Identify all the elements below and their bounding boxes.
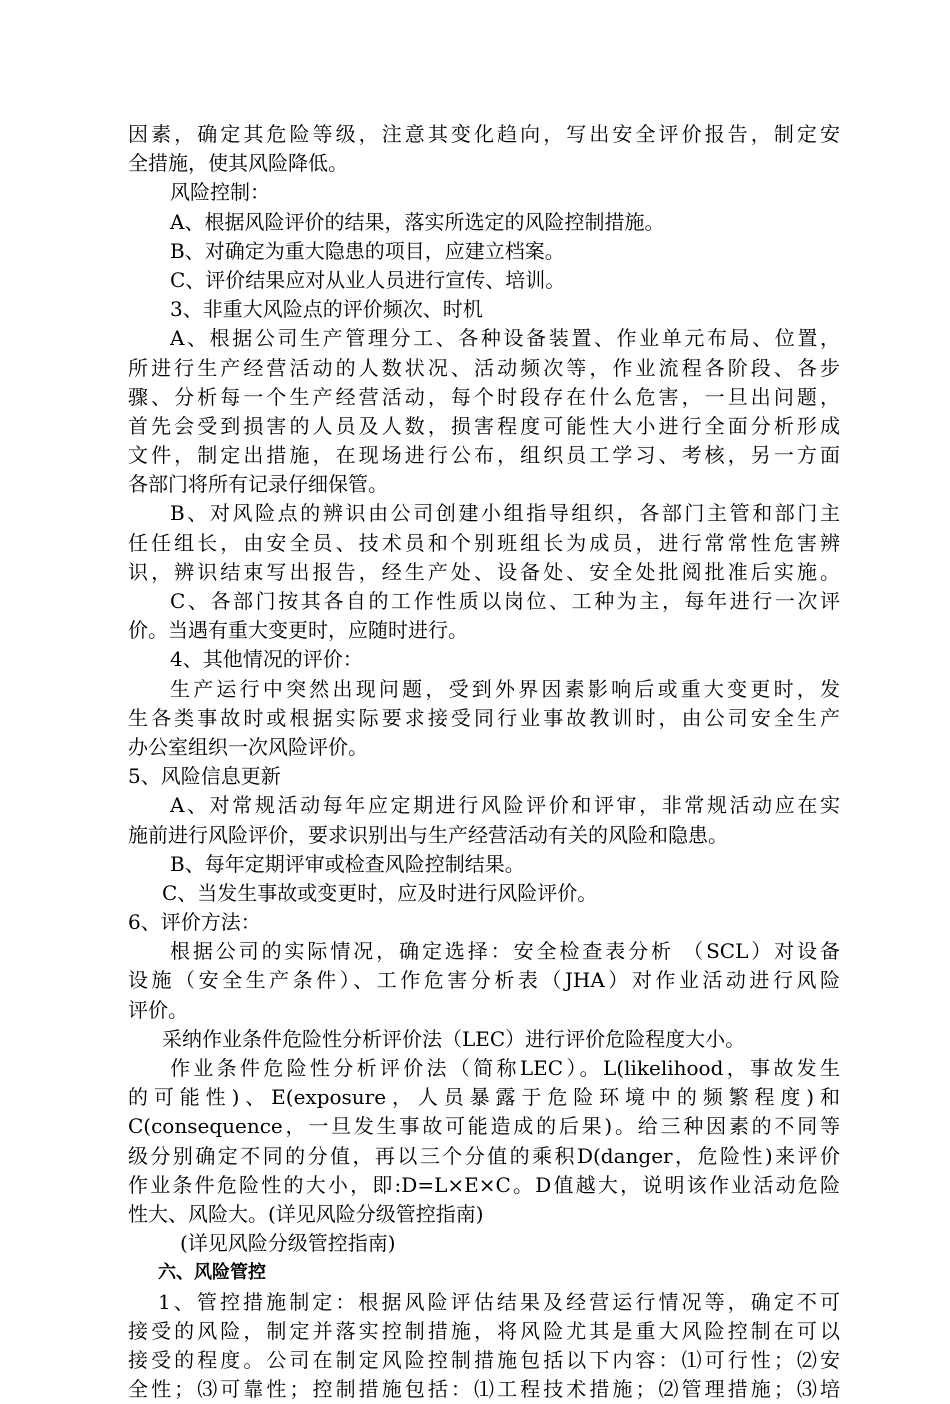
- text-line: 任任组长，由安全员、技术员和个别班组长为成员，进行常常性危害辨: [128, 530, 840, 555]
- section-heading: 5、风险信息更新: [128, 764, 281, 789]
- text-line: B、对风险点的辨识由公司创建小组指导组织，各部门主管和部门主: [170, 501, 840, 526]
- text-line: 生产运行中突然出现问题，受到外界因素影响后或重大变更时，发: [170, 676, 840, 701]
- text-line: 首先会受到损害的人员及人数，损害程度可能性大小进行全面分析形成: [128, 413, 840, 438]
- text-line: 级分别确定不同的分值，再以三个分值的乘积D(danger，危险性)来评价: [128, 1143, 840, 1168]
- text-line: 生各类事故时或根据实际要求接受同行业事故教训时，由公司安全生产: [128, 705, 840, 730]
- text-line: 性大、风险大。(详见风险分级管控指南): [128, 1201, 484, 1226]
- text-line: 作业条件危险性分析评价法（简称LEC）。L(likelihood，事故发生: [170, 1056, 840, 1080]
- text-line: 1、管控措施制定：根据风险评估结果及经营运行情况等，确定不可: [158, 1289, 840, 1314]
- list-item: B、每年定期评审或检查风险控制结果。: [170, 851, 525, 876]
- list-item: A、根据风险评价的结果，落实所选定的风险控制措施。: [170, 209, 665, 234]
- list-item: C、当发生事故或变更时，应及时进行风险评价。: [162, 880, 598, 905]
- text-line: 所进行生产经营活动的人数状况、活动频次等，作业流程各阶段、各步: [128, 355, 840, 380]
- text-line: 各部门将所有记录仔细保管。: [128, 472, 388, 497]
- text-line: 设施（安全生产条件）、工作危害分析表（JHA）对作业活动进行风险: [128, 968, 840, 993]
- text-line: 根据公司的实际情况，确定选择：安全检查表分析 （SCL）对设备: [170, 939, 840, 964]
- text-line: 施前进行风险评价，要求识别出与生产经营活动有关的风险和隐患。: [128, 822, 728, 847]
- list-item: B、对确定为重大隐患的项目，应建立档案。: [170, 238, 565, 263]
- text-line: 全性；⑶可靠性；控制措施包括：⑴工程技术措施；⑵管理措施；⑶培: [128, 1377, 840, 1402]
- text-line: A、对常规活动每年应定期进行风险评价和评审，非常规活动应在实: [170, 793, 840, 818]
- chapter-heading: 六、风险管控: [158, 1262, 266, 1284]
- text-line: 识，辨识结束写出报告，经生产处、设备处、安全处批阅批准后实施。: [128, 559, 840, 584]
- section-heading: 3、非重大风险点的评价频次、时机: [170, 297, 483, 322]
- text-line: 全措施，使其风险降低。: [128, 151, 348, 176]
- text-line: 作业条件危险性的大小，即:D=L×E×C。D值越大，说明该作业活动危险: [128, 1172, 840, 1197]
- text-line: 评价。: [128, 997, 188, 1022]
- text-line: 价。当遇有重大变更时，应随时进行。: [128, 618, 468, 643]
- text-line: 办公室组织一次风险评价。: [128, 734, 368, 759]
- text-line: A、根据公司生产管理分工、各种设备装置、作业单元布局、位置，: [170, 326, 840, 351]
- section-heading: 6、评价方法：: [128, 910, 261, 935]
- section-label: 风险控制：: [170, 180, 270, 205]
- list-item: C、评价结果应对从业人员进行宣传、培训。: [170, 267, 566, 292]
- text-line: 接受的风险，制定并落实控制措施，将风险尤其是重大风险控制在可以: [128, 1318, 840, 1343]
- text-line: 的可能性)、E(exposure，人员暴露于危险环境中的频繁程度)和: [128, 1085, 840, 1110]
- text-line: C(consequence，一旦发生事故可能造成的后果)。给三种因素的不同等: [128, 1114, 840, 1139]
- document-page: [128, 120, 840, 1404]
- text-line: 因素，确定其危险等级，注意其变化趋向，写出安全评价报告，制定安: [128, 122, 840, 146]
- text-line: 采纳作业条件危险性分析评价法（LEC）进行评价危险程度大小。: [162, 1026, 746, 1051]
- text-line: (详见风险分级管控指南): [180, 1231, 396, 1256]
- text-line: 骤、分析每一个生产经营活动，每个时段存在什么危害，一旦出问题，: [128, 384, 840, 409]
- text-line: 文件，制定出措施，在现场进行公布，组织员工学习、考核，另一方面: [128, 443, 840, 468]
- text-line: C、各部门按其各自的工作性质以岗位、工种为主，每年进行一次评: [170, 589, 840, 613]
- text-line: 接受的程度。公司在制定风险控制措施包括以下内容：⑴可行性；⑵安: [128, 1347, 840, 1372]
- section-heading: 4、其他情况的评价：: [170, 647, 363, 672]
